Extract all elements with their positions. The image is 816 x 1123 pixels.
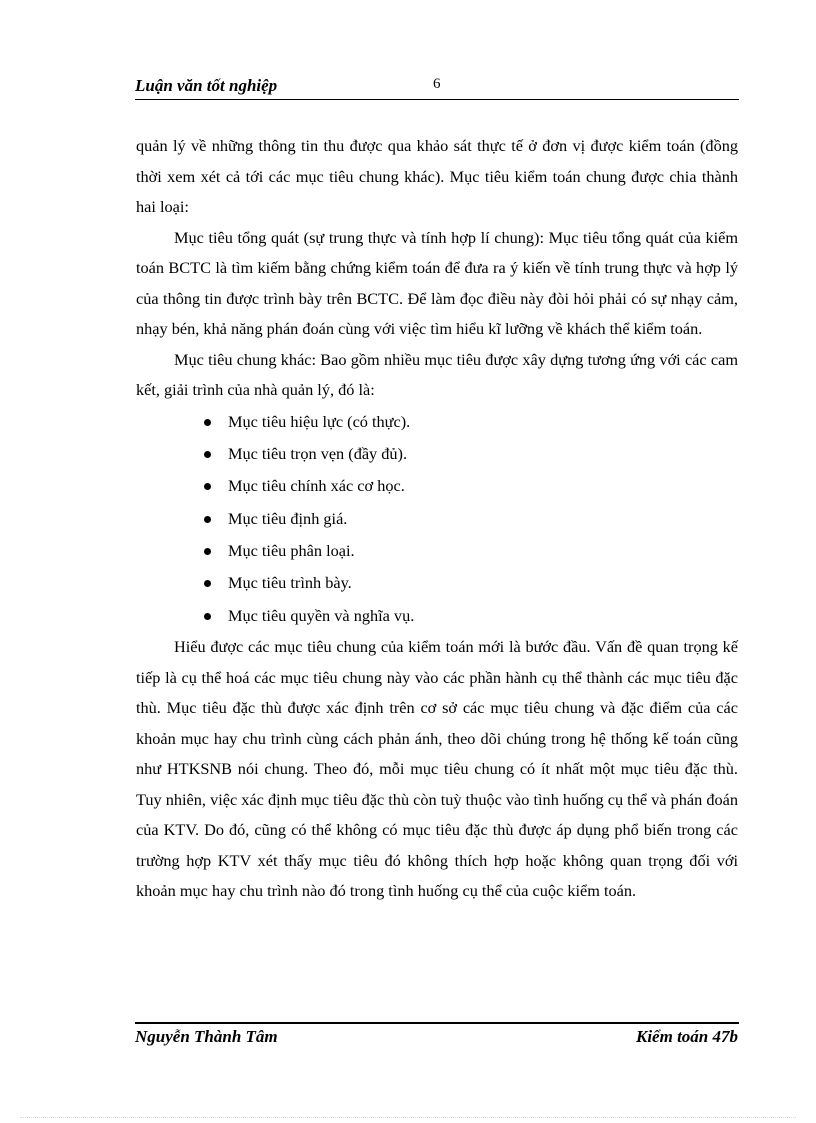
body-text [136,131,738,907]
bullet-icon [204,483,211,490]
footer-rule [135,1022,739,1024]
paragraph-intro: quản lý về những thông tin thu được qua khảo sát thực tế ở đơn vị được kiểm toán (đồng thời xem xét cả tới các mục tiêu chung khác). Mục tiêu kiểm toán chung được chia thành hai loại: [136,136,738,216]
list-item [136,470,738,502]
list-item-text: Mục tiêu định giá. [228,508,348,528]
page-number: 6 [433,76,441,92]
bullet-icon [204,548,211,555]
list-item-text: Mục tiêu hiệu lực (có thực). [228,411,411,431]
list-item [136,406,738,438]
list-item [136,503,738,535]
paragraph-specific-objectives: Hiểu được các mục tiêu chung của kiểm toán mới là bước đầu. Vấn đề quan trọng kế tiếp là cụ thể hoá các mục tiêu chung này vào các phần hành cụ thể thành các mục tiêu đặc thù. Mục tiêu đặc thù được xác định trên cơ sở các mục tiêu chung và đặc điểm của các khoản mục hay chu trình cùng cách phản ánh, theo dõi chúng trong hệ thống kế toán cũng như HTKSNB nói chung. Theo đó, mỗi mục tiêu chung có ít nhất một mục tiêu đặc thù. Tuy nhiên, việc xác định mục tiêu đặc thù còn tuỳ thuộc vào tình huống cụ thể và phán đoán của KTV. Do đó, cũng có thể không có mục tiêu đặc thù được áp dụng phổ biến trong các trường hợp KTV xét thấy mục tiêu đó không thích hợp hoặc không quan trọng đối với khoản mục hay chu trình nào đó trong tình huống cụ thể của cuộc kiểm toán. [136,637,738,901]
list-item [136,567,738,599]
bullet-icon [204,580,211,587]
list-item-text: Mục tiêu trọn vẹn (đầy đủ). [228,443,408,463]
page-header [135,74,739,98]
bullet-icon [204,419,211,426]
list-item-text: Mục tiêu quyền và nghĩa vụ. [228,605,415,625]
list-item-text: Mục tiêu phân loại. [228,541,355,561]
objectives-list [136,406,738,633]
list-item-text: Mục tiêu chính xác cơ học. [228,476,405,496]
paragraph-other-objectives: Mục tiêu chung khác: Bao gồm nhiều mục tiêu được xây dựng tương ứng với các cam kết, giải trình của nhà quản lý, đó là: [136,349,738,399]
list-item [136,535,738,567]
list-item [136,438,738,470]
bullet-icon [204,516,211,523]
bullet-icon [204,451,211,458]
list-item-text: Mục tiêu trình bày. [228,573,352,593]
list-item [136,600,738,632]
header-rule [135,99,739,100]
footer-author: Nguyễn Thành Tâm [135,1027,278,1046]
paragraph-general-objective: Mục tiêu tổng quát (sự trung thực và tính hợp lí chung): Mục tiêu tổng quát của kiểm toán BCTC là tìm kiếm bằng chứng kiểm toán để đưa ra ý kiến về tính trung thực và hợp lý của thông tin được trình bày trên BCTC. Để làm đọc điều này đòi hỏi phải có sự nhạy cảm, nhạy bén, khả năng phán đoán cùng với việc tìm hiểu kĩ lưỡng về khách thể kiểm toán. [136,227,738,338]
page-edge-divider [20,1117,796,1118]
header-title: Luận văn tốt nghiệp [135,76,278,95]
bullet-icon [204,613,211,620]
footer-class: Kiểm toán 47b [635,1027,738,1046]
